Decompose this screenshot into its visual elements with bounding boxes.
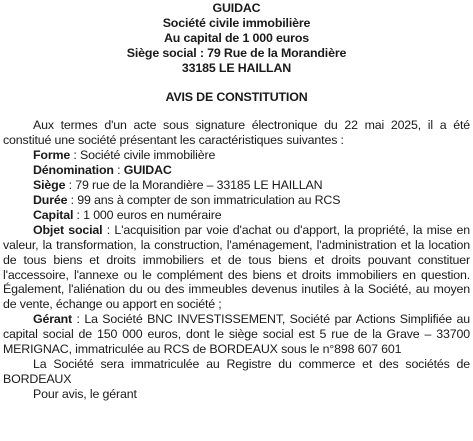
- field-label: Dénomination: [33, 163, 114, 178]
- field-label: Capital: [33, 207, 74, 222]
- registration-paragraph: La Société sera immatriculée au Registre du commerce et des sociétés de BORDEAUX: [3, 356, 470, 386]
- field-forme: [3, 148, 470, 163]
- company-headquarters: Siège social : 79 Rue de la Morandière: [126, 45, 347, 60]
- field-label: Forme: [33, 148, 71, 163]
- field-value: 79 rue de la Morandière – 33185 LE HAILLAN: [75, 178, 323, 193]
- field-value: GUIDAC: [123, 163, 172, 178]
- field-separator: :: [70, 148, 81, 163]
- field-separator: :: [102, 222, 115, 237]
- title-spacer: [3, 104, 470, 118]
- field-separator: :: [73, 207, 84, 222]
- field-separator: :: [72, 312, 85, 327]
- company-capital: Au capital de 1 000 euros: [164, 30, 309, 45]
- field-denomination: [3, 163, 470, 178]
- notice-title: AVIS DE CONSTITUTION: [165, 89, 308, 104]
- closing-signature: Pour avis, le gérant: [33, 386, 137, 401]
- field-gerant: [3, 312, 470, 357]
- company-form: Société civile immobilière: [162, 15, 311, 30]
- field-separator: :: [67, 192, 78, 207]
- field-value: 1 000 euros en numéraire: [83, 207, 222, 222]
- notice-header: [3, 1, 470, 76]
- header-spacer: [3, 76, 470, 90]
- field-siege: [3, 178, 470, 193]
- intro-paragraph: Aux termes d'un acte sous signature électronique du 22 mai 2025, il a été constitué une société présentant les caractéristiques suivantes :: [3, 118, 470, 148]
- field-label: Gérant: [33, 312, 73, 327]
- field-value: Société civile immobilière: [80, 148, 216, 163]
- field-separator: :: [65, 178, 76, 193]
- field-value: 99 ans à compter de son immatriculation au RCS: [77, 192, 341, 207]
- field-duree: [3, 193, 470, 208]
- field-value: L'acquisition par voie d'achat ou d'apport, la propriété, la mise en valeur, la transformation, la construction, l'aménagement, l'administration et la location de tous biens et droits immobiliers et de tous biens et droits pouvant constituer l'accessoire, l'annexe ou le complément des biens et droits immobiliers en question. Également, l'aliénation du ou des immeubles devenus inutiles à la Société, au moyen de vente, échange ou apport en société ;: [3, 222, 470, 312]
- field-objet: [3, 223, 470, 312]
- field-capital: [3, 208, 470, 223]
- field-label: Siège: [33, 178, 66, 193]
- field-label: Durée: [33, 192, 68, 207]
- company-city: 33185 LE HAILLAN: [181, 60, 292, 75]
- field-label: Objet social: [33, 222, 103, 237]
- field-separator: :: [113, 163, 124, 178]
- field-value: La Société BNC INVESTISSEMENT, Société par Actions Simplifiée au capital social de 150 000 euros, dont le siège social est 5 rue de la Grave – 33700 MERIGNAC, immatriculée au RCS de BORDEAUX sous le n°898 607 601: [3, 312, 470, 357]
- company-name: GUIDAC: [212, 1, 261, 15]
